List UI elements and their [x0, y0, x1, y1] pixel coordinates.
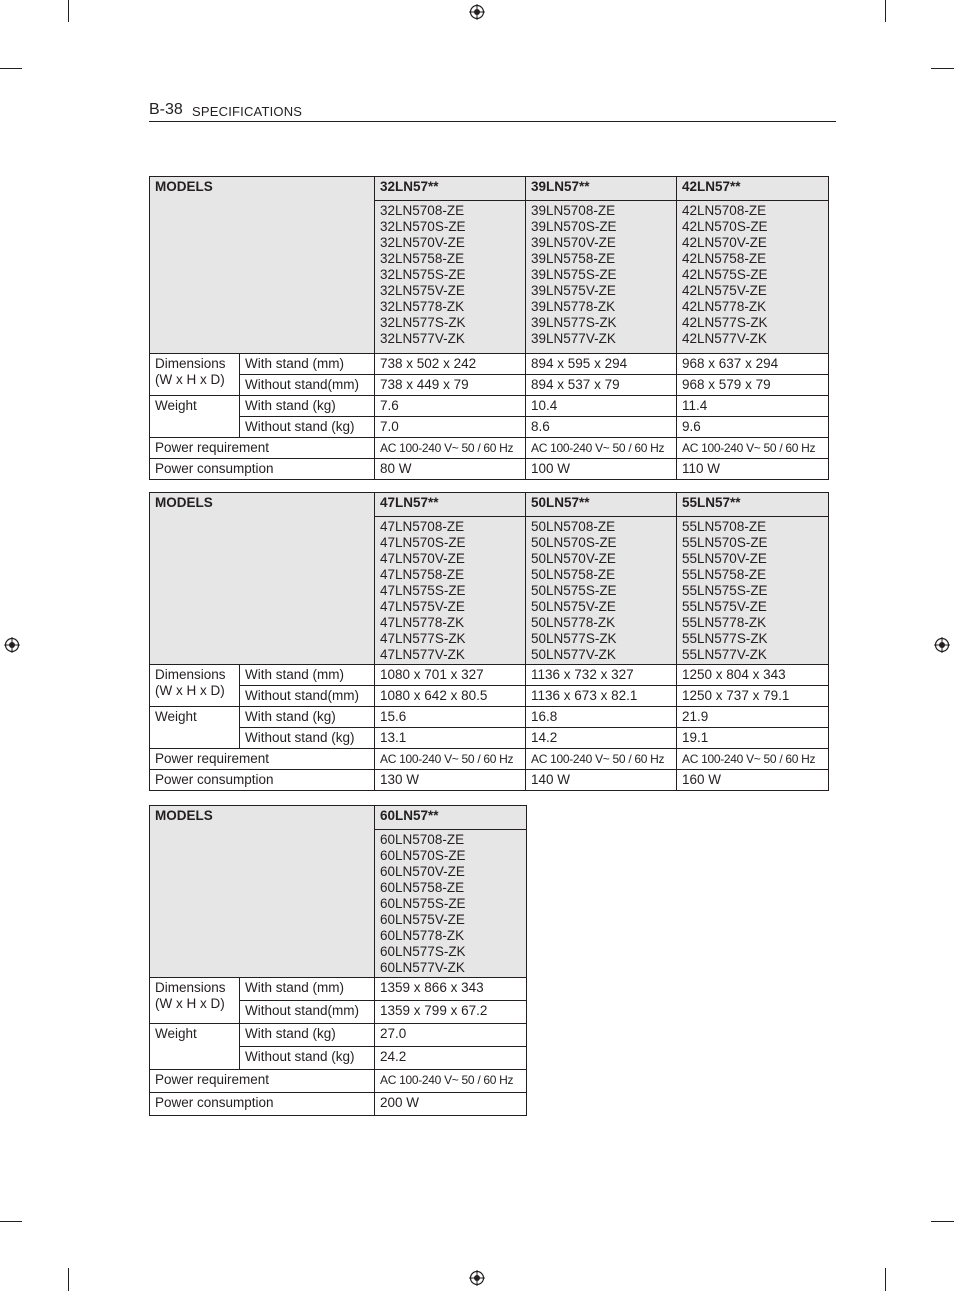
- models-label: MODELS: [150, 177, 375, 354]
- power-consumption-value: 130 W: [375, 770, 526, 791]
- model-variant-list: 55LN5708-ZE 55LN570S-ZE 55LN570V-ZE 55LN5758-ZE 55LN575S-ZE 55LN575V-ZE 55LN5778-ZK 55LN577S-ZK 55LN577V-ZK: [682, 519, 768, 662]
- power-requirement-value: AC 100-240 V~ 50 / 60 Hz: [677, 438, 829, 459]
- model-variant-list: 50LN5708-ZE 50LN570S-ZE 50LN570V-ZE 50LN5758-ZE 50LN575S-ZE 50LN575V-ZE 50LN5778-ZK 50LN577S-ZK 50LN577V-ZK: [531, 519, 617, 662]
- models-label: MODELS: [150, 493, 375, 665]
- weight-without-stand-value: 19.1: [677, 728, 829, 749]
- model-variants: [526, 201, 677, 354]
- model-series: 47LN57**: [375, 493, 526, 517]
- crop-mark: [931, 68, 954, 69]
- with-stand-mm-label: With stand (mm): [240, 978, 375, 1001]
- spec-table-2: [149, 492, 829, 791]
- model-variant-list: 42LN5708-ZE 42LN570S-ZE 42LN570V-ZE 42LN5758-ZE 42LN575S-ZE 42LN575V-ZE 42LN5778-ZK 42LN577S-ZK 42LN577V-ZK: [682, 203, 768, 346]
- without-stand-mm-label: Without stand(mm): [240, 1001, 375, 1024]
- model-series: 39LN57**: [526, 177, 677, 201]
- page-number: B-38: [149, 101, 183, 118]
- whd-label-text: (W x H x D): [155, 372, 225, 387]
- section-title: SPECIFICATIONS: [192, 104, 303, 119]
- model-variant-list: 60LN5708-ZE 60LN570S-ZE 60LN570V-ZE 60LN5758-ZE 60LN575S-ZE 60LN575V-ZE 60LN5778-ZK 60LN577S-ZK 60LN577V-ZK: [380, 832, 466, 975]
- power-consumption-label: Power consumption: [150, 770, 375, 791]
- with-stand-kg-label: With stand (kg): [240, 707, 375, 728]
- dimensions-label: [150, 354, 240, 396]
- power-requirement-label: Power requirement: [150, 749, 375, 770]
- model-variants: [375, 517, 526, 665]
- weight-with-stand-value: 21.9: [677, 707, 829, 728]
- weight-without-stand-value: 9.6: [677, 417, 829, 438]
- weight-with-stand-value: 10.4: [526, 396, 677, 417]
- models-label: MODELS: [150, 806, 375, 978]
- power-consumption-value: 160 W: [677, 770, 829, 791]
- power-consumption-value: 80 W: [375, 459, 526, 480]
- model-variant-list: 47LN5708-ZE 47LN570S-ZE 47LN570V-ZE 47LN5758-ZE 47LN575S-ZE 47LN575V-ZE 47LN5778-ZK 47LN577S-ZK 47LN577V-ZK: [380, 519, 466, 662]
- dimensions-label-text: Dimensions: [155, 667, 226, 682]
- weight-without-stand-value: 14.2: [526, 728, 677, 749]
- crop-mark: [885, 0, 886, 22]
- dimensions-label-text: Dimensions: [155, 356, 226, 371]
- weight-without-stand-value: 8.6: [526, 417, 677, 438]
- power-consumption-value: 140 W: [526, 770, 677, 791]
- weight-without-stand-value: 24.2: [375, 1047, 527, 1070]
- model-variants: [677, 517, 829, 665]
- power-consumption-label: Power consumption: [150, 1093, 375, 1116]
- with-stand-kg-label: With stand (kg): [240, 396, 375, 417]
- without-stand-mm-label: Without stand(mm): [240, 375, 375, 396]
- weight-label: Weight: [150, 396, 240, 438]
- model-variants: [526, 517, 677, 665]
- with-stand-mm-label: With stand (mm): [240, 665, 375, 686]
- spec-table-1: [149, 176, 829, 480]
- model-variants: [375, 201, 526, 354]
- model-variants: [677, 201, 829, 354]
- crop-mark: [68, 0, 69, 22]
- model-variants: [375, 830, 527, 978]
- weight-with-stand-value: 16.8: [526, 707, 677, 728]
- power-consumption-label: Power consumption: [150, 459, 375, 480]
- model-variant-list: 39LN5708-ZE 39LN570S-ZE 39LN570V-ZE 39LN5758-ZE 39LN575S-ZE 39LN575V-ZE 39LN5778-ZK 39LN577S-ZK 39LN577V-ZK: [531, 203, 617, 346]
- dim-without-stand-value: 968 x 579 x 79: [677, 375, 829, 396]
- power-requirement-value: AC 100-240 V~ 50 / 60 Hz: [526, 749, 677, 770]
- power-requirement-label: Power requirement: [150, 1070, 375, 1093]
- without-stand-kg-label: Without stand (kg): [240, 728, 375, 749]
- dim-with-stand-value: 738 x 502 x 242: [375, 354, 526, 375]
- weight-with-stand-value: 15.6: [375, 707, 526, 728]
- whd-label-text: (W x H x D): [155, 683, 225, 698]
- dim-without-stand-value: 1359 x 799 x 67.2: [375, 1001, 527, 1024]
- model-series: 32LN57**: [375, 177, 526, 201]
- registration-mark-icon: [934, 637, 950, 653]
- power-requirement-value: AC 100-240 V~ 50 / 60 Hz: [375, 749, 526, 770]
- without-stand-mm-label: Without stand(mm): [240, 686, 375, 707]
- power-requirement-value: AC 100-240 V~ 50 / 60 Hz: [677, 749, 829, 770]
- model-series: 55LN57**: [677, 493, 829, 517]
- dim-without-stand-value: 738 x 449 x 79: [375, 375, 526, 396]
- crop-mark: [0, 68, 22, 69]
- without-stand-kg-label: Without stand (kg): [240, 1047, 375, 1070]
- weight-label: Weight: [150, 1024, 240, 1070]
- dim-without-stand-value: 1136 x 673 x 82.1: [526, 686, 677, 707]
- weight-without-stand-value: 7.0: [375, 417, 526, 438]
- dim-without-stand-value: 1080 x 642 x 80.5: [375, 686, 526, 707]
- registration-mark-icon: [4, 637, 20, 653]
- dimensions-label: [150, 665, 240, 707]
- dim-with-stand-value: 1080 x 701 x 327: [375, 665, 526, 686]
- dim-without-stand-value: 894 x 537 x 79: [526, 375, 677, 396]
- model-variant-list: 32LN5708-ZE 32LN570S-ZE 32LN570V-ZE 32LN5758-ZE 32LN575S-ZE 32LN575V-ZE 32LN5778-ZK 32LN577S-ZK 32LN577V-ZK: [380, 203, 466, 346]
- weight-label: Weight: [150, 707, 240, 749]
- dim-without-stand-value: 1250 x 737 x 79.1: [677, 686, 829, 707]
- crop-mark: [0, 1221, 22, 1222]
- power-consumption-value: 100 W: [526, 459, 677, 480]
- dim-with-stand-value: 1359 x 866 x 343: [375, 978, 527, 1001]
- page-header: [149, 99, 836, 122]
- registration-mark-icon: [469, 1270, 485, 1286]
- weight-with-stand-value: 7.6: [375, 396, 526, 417]
- weight-without-stand-value: 13.1: [375, 728, 526, 749]
- dimensions-label-text: Dimensions: [155, 980, 226, 995]
- power-consumption-value: 110 W: [677, 459, 829, 480]
- model-series: 60LN57**: [375, 806, 527, 830]
- crop-mark: [931, 1221, 954, 1222]
- power-consumption-value: 200 W: [375, 1093, 527, 1116]
- dim-with-stand-value: 1250 x 804 x 343: [677, 665, 829, 686]
- dimensions-label: [150, 978, 240, 1024]
- power-requirement-value: AC 100-240 V~ 50 / 60 Hz: [375, 438, 526, 459]
- dim-with-stand-value: 1136 x 732 x 327: [526, 665, 677, 686]
- power-requirement-value: AC 100-240 V~ 50 / 60 Hz: [526, 438, 677, 459]
- dim-with-stand-value: 968 x 637 x 294: [677, 354, 829, 375]
- crop-mark: [885, 1268, 886, 1291]
- with-stand-mm-label: With stand (mm): [240, 354, 375, 375]
- whd-label-text: (W x H x D): [155, 996, 225, 1011]
- dim-with-stand-value: 894 x 595 x 294: [526, 354, 677, 375]
- crop-mark: [68, 1268, 69, 1291]
- model-series: 42LN57**: [677, 177, 829, 201]
- without-stand-kg-label: Without stand (kg): [240, 417, 375, 438]
- registration-mark-icon: [469, 4, 485, 20]
- with-stand-kg-label: With stand (kg): [240, 1024, 375, 1047]
- weight-with-stand-value: 11.4: [677, 396, 829, 417]
- weight-with-stand-value: 27.0: [375, 1024, 527, 1047]
- power-requirement-value: AC 100-240 V~ 50 / 60 Hz: [375, 1070, 527, 1093]
- model-series: 50LN57**: [526, 493, 677, 517]
- spec-table-3: [149, 805, 527, 1116]
- power-requirement-label: Power requirement: [150, 438, 375, 459]
